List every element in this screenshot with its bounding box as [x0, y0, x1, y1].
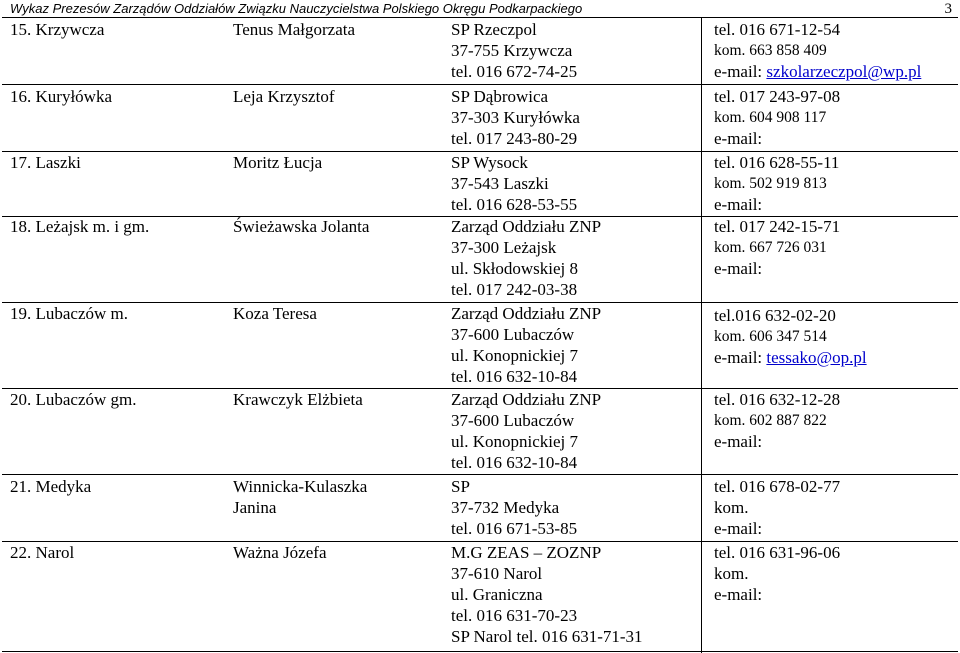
president-name: Tenus Małgorzata	[233, 20, 356, 39]
table-bottom-border	[2, 651, 958, 652]
president-name: Leja Krzysztof	[233, 87, 335, 106]
address-block: Zarząd Oddziału ZNP 37-300 Leżajsk ul. Skłodowskiej 8 tel. 017 242-03-38	[451, 217, 602, 299]
president-name: Moritz Łucja	[233, 153, 323, 172]
branch-name: 16. Kuryłówka	[10, 87, 112, 106]
branch-name: 20. Lubaczów gm.	[10, 390, 137, 409]
address-block: SP Dąbrowica 37-303 Kuryłówka tel. 017 243-80-29	[451, 87, 580, 148]
branch-name: 15. Krzywcza	[10, 20, 105, 39]
page-header	[0, 0, 960, 18]
table-top-border	[2, 17, 958, 18]
president-name: Krawczyk Elżbieta	[233, 390, 363, 409]
contact-block: tel.016 632-02-20 kom. 606 347 514 e-mail: tessako@op.pl	[714, 306, 867, 367]
contact-block: tel. 017 243-97-08 kom. 604 908 117 e-mail:	[714, 87, 841, 148]
contact-block: tel. 016 678-02-77 kom. e-mail:	[714, 477, 841, 538]
column-divider	[701, 17, 702, 653]
address-block: SP Rzeczpol 37-755 Krzywcza tel. 016 672-74-25	[451, 20, 578, 81]
email-link[interactable]: tessako@op.pl	[766, 348, 867, 367]
branch-name: 19. Lubaczów m.	[10, 304, 129, 323]
president-name: Winnicka-Kulaszka Janina	[233, 477, 368, 517]
contact-block: tel. 016 628-55-11 kom. 502 919 813 e-mail:	[714, 153, 840, 214]
branch-name: 17. Laszki	[10, 153, 81, 172]
document-title: Wykaz Prezesów Zarządów Oddziałów Związku Nauczycielstwa Polskiego Okręgu Podkarpackiego	[10, 1, 583, 16]
row-divider	[2, 474, 958, 475]
address-block: SP 37-732 Medyka tel. 016 671-53-85	[451, 477, 578, 538]
address-block: SP Wysock 37-543 Laszki tel. 016 628-53-55	[451, 153, 578, 214]
address-block: M.G ZEAS – ZOZNP 37-610 Narol ul. Graniczna tel. 016 631-70-23 SP Narol tel. 016 631-71-31	[451, 543, 643, 646]
president-name: Świeżawska Jolanta	[233, 217, 370, 236]
branch-name: 21. Medyka	[10, 477, 92, 496]
email-link[interactable]: szkolarzeczpol@wp.pl	[766, 62, 922, 81]
president-name: Koza Teresa	[233, 304, 317, 323]
page-number: 3	[944, 1, 952, 17]
address-block: Zarząd Oddziału ZNP 37-600 Lubaczów ul. Konopnickiej 7 tel. 016 632-10-84	[451, 390, 602, 472]
contact-block: tel. 016 631-96-06 kom. e-mail:	[714, 543, 841, 604]
branch-name: 22. Narol	[10, 543, 75, 562]
contact-block: tel. 016 632-12-28 kom. 602 887 822 e-mail:	[714, 390, 841, 451]
branch-name: 18. Leżajsk m. i gm.	[10, 217, 150, 236]
president-name: Ważna Józefa	[233, 543, 327, 562]
address-block: Zarząd Oddziału ZNP 37-600 Lubaczów ul. Konopnickiej 7 tel. 016 632-10-84	[451, 304, 602, 386]
row-divider	[2, 84, 958, 85]
contact-block: tel. 017 242-15-71 kom. 667 726 031 e-mail:	[714, 217, 841, 278]
contact-block: tel. 016 671-12-54 kom. 663 858 409 e-mail: szkolarzeczpol@wp.pl	[714, 20, 922, 81]
